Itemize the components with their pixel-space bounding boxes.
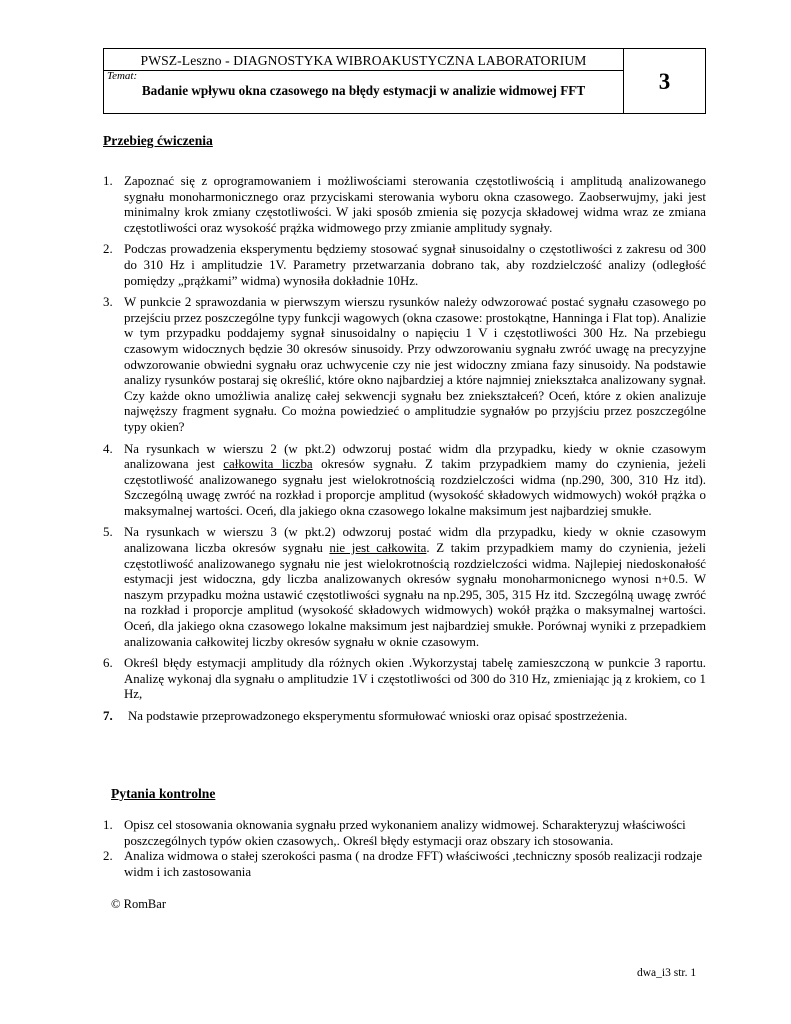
item-text: Określ błędy estymacji amplitudy dla różnych okien .Wykorzystaj tabelę zamieszczoną w punkcie 3 raportu. Analizę wykonaj dla sygnału o amplitudzie 1V i częstotliwości od 300 do 310 Hz, zmieniając ją z krokiem, co 1 Hz, bbox=[124, 656, 706, 702]
item-number: 6. bbox=[103, 656, 113, 671]
list-item bbox=[103, 656, 706, 703]
list-item bbox=[103, 709, 706, 725]
copyright-note: © RomBar bbox=[111, 897, 166, 911]
list-item bbox=[103, 818, 706, 849]
item-text-a: Na rysunkach w wierszu 2 (w pkt.2) odwzoruj postać widm dla przypadku, kiedy w oknie czasowym analizowana jest bbox=[124, 441, 706, 472]
item-text: Na podstawie przeprowadzonego eksperymentu sformułować wnioski oraz opisać spostrzeżenia. bbox=[128, 709, 628, 723]
page-footer: dwa_i3 str. 1 bbox=[637, 967, 697, 979]
item-text: Podczas prowadzenia eksperymentu będziemy stosować sygnał sinusoidalny o częstotliwości z zakresu od 300 do 310 Hz i amplitudzie 1V. Parametry przetwarzania dobrano tak, aby rozdzielczość analizy (odległość pomiędzy „prążkami” widma) wynosiła dokładnie 10Hz. bbox=[124, 242, 706, 288]
item-text-b: okresów sygnału. Z takim przypadkiem mamy do czynienia, jeżeli częstotliwość analizowanego sygnału jest wielokrotnością rozdzielczości widma (np.290, 300, 310 Hz itd). Szczególną uwagę zwróć na rozkład i proporcje amplitud (wysokość składowych widmowych) wokół prążka o maksymalnej wartości. Oceń, dla jakiego okna czasowego lokalne maksimum jest najbardziej smukłe. bbox=[124, 457, 707, 518]
procedure-list bbox=[103, 174, 706, 725]
item-number: 2. bbox=[103, 242, 113, 257]
item-text: Zapoznać się z oprogramowaniem i możliwościami sterowania częstotliwością i amplitudą analizowanego sygnału monoharmonicznego oraz przyciskami sterowania wyboru okna czasowego. Zaobserwujmy, jaki jest minimalny krok zmiany częstotliwości. W jaki sposób zmienia się pozycja składowej widma wraz ze zmiana częstotliwości oraz wysokość prążka widmowego przy zmianie amplitudy sygnały. bbox=[124, 174, 706, 235]
questions-list bbox=[103, 818, 706, 880]
item-text-a: Na rysunkach w wierszu 3 (w pkt.2) odwzoruj postać widm dla przypadku, kiedy w oknie czasowym analizowana liczba okresów sygnału bbox=[124, 525, 706, 556]
list-item bbox=[103, 242, 706, 289]
topic-label: Temat: bbox=[107, 70, 138, 82]
list-item bbox=[103, 174, 706, 236]
item-number: 7. bbox=[103, 709, 113, 723]
section-title-procedure: Przebieg ćwiczenia bbox=[103, 133, 213, 148]
item-text: Opisz cel stosowania oknowania sygnału przed wykonaniem analizy widmowej. Scharakteryzuj właściwości poszczególnych typów okien czasowych,. Określ błędy estymacji oraz obszary ich stosowania. bbox=[124, 818, 686, 848]
item-text-underlined: nie jest całkowita bbox=[329, 541, 427, 556]
item-text-underlined: całkowita liczba bbox=[223, 457, 313, 472]
section-title-questions: Pytania kontrolne bbox=[111, 786, 216, 801]
header-left-cell bbox=[104, 49, 624, 113]
topic-title: Badanie wpływu okna czasowego na błędy estymacji w analizie widmowej FFT bbox=[141, 83, 586, 98]
item-number: 1. bbox=[103, 818, 113, 832]
item-text: W punkcie 2 sprawozdania w pierwszym wierszu rysunków należy odwzorować postać sygnału czasowego po przejściu przez poszczególne typy funkcji wagowych (okna czasowe: prostokątne, Hanninga i Flat top). Analizie w tym przypadku poddajemy sygnał sinusoidalny o napięciu 1 V i częstotliwości 300 Hz. Na przebiegu czasowym widocznych będzie 30 okresów sinusoidy. Przy odwzorowaniu sygnału zwróć uwagę na precyzyjne odwzorowanie obwiedni sygnału oraz uchwycenie czy nie jest widoczny zmiana fazy sinusoidy. Na podstawie analizy rysunków postaraj się określić, które okno najbardziej a które najmniej zniekształca analizowany sygnał. Czy każde okno umożliwia analizę całej sekwencji sygnału bez zniekształceń? Oceń, które z okien analizuje najwęższy fragment sygnału. Co można powiedzieć o amplitudzie sygnałów po przyjściu przez poszczególne typy okien? bbox=[124, 295, 706, 434]
list-item bbox=[103, 295, 706, 435]
item-number: 2. bbox=[103, 849, 113, 864]
exercise-number: 3 bbox=[658, 69, 671, 94]
item-text-b: . Z takim przypadkiem mamy do czynienia, jeżeli częstotliwość analizowanego sygnału nie jest wielokrotnością rozdzielczości widma. Najlepiej niedoskonałość estymacji jest widoczna, gdy liczba analizowanych okresów sygnału monoharmonicnego wynosi n+0.5. W naszym przypadku można ustawić częstotliwości sygnału na np.295, 305, 315 Hz itd. Szczególną uwagę zwróć na rozkład i proporcje amplitud (wysokość składowych widmowych) wokół prążka o maksymalnej wartości. Oceń, dla jakiego okna czasowego lokalne maksimum jest najbardziej smukłe. Porównaj wyniki z przepadkiem analizowania całkowitej liczby okresów sygnału w oknie czasowym. bbox=[124, 541, 707, 649]
item-number: 5. bbox=[103, 525, 113, 540]
list-item bbox=[103, 525, 706, 650]
item-text: Analiza widmowa o stałej szerokości pasma ( na drodze FFT) właściwości ,techniczny sposób realizacji rodzaje widm i ich zastosowania bbox=[124, 849, 703, 879]
item-number: 3. bbox=[103, 295, 113, 310]
item-number: 1. bbox=[103, 174, 113, 188]
item-number: 4. bbox=[103, 441, 113, 456]
list-item bbox=[103, 442, 706, 520]
list-item bbox=[103, 849, 706, 880]
header-title: PWSZ-Leszno - DIAGNOSTYKA WIBROAKUSTYCZNA LABORATORIUM bbox=[104, 49, 623, 71]
header-box bbox=[103, 48, 706, 114]
